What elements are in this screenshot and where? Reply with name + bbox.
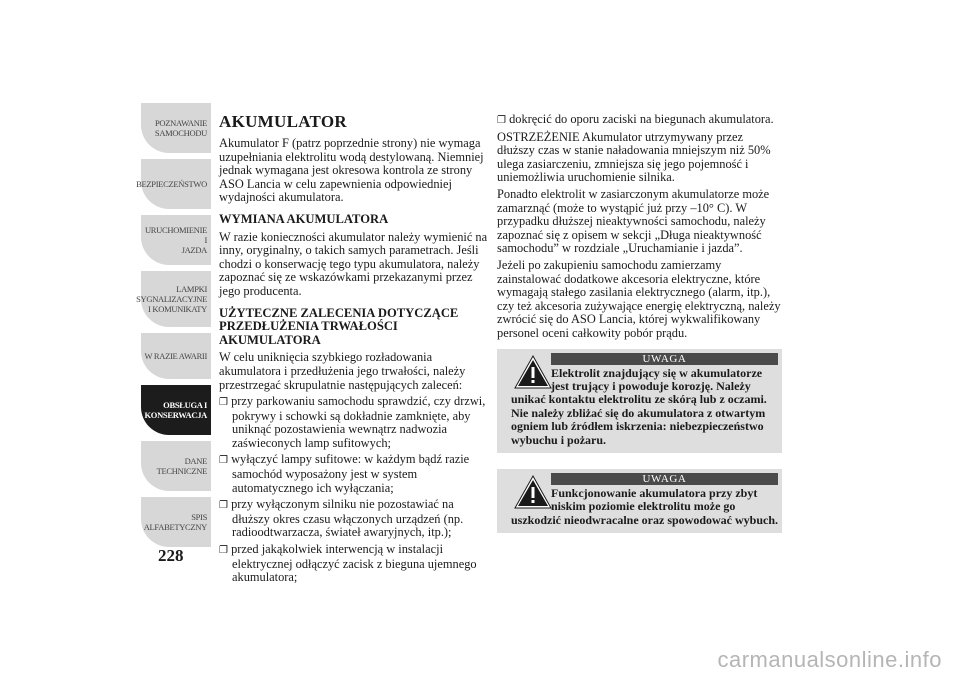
warning-box xyxy=(497,349,782,453)
caution-paragraph: OSTRZEŻENIE Akumulator utrzymywany przez dłuższy czas w stanie naładowania mniejszym niż 50% ulega zasiarczeniu, zmniejsza się jego pojemność i uniemożliwia uruchomienie silnika. xyxy=(497,129,771,185)
tab-spis-alfabetyczny[interactable]: SPIS ALFABETYCZNY xyxy=(141,497,211,547)
warning-triangle-icon xyxy=(513,354,553,390)
right-column xyxy=(497,113,782,533)
warning-triangle-icon xyxy=(513,474,553,510)
list-item: ❐ przed jakąkolwiek interwencją w instalacji elektrycznej odłączyć zacisk z bieguna ujemnego akumulatora; xyxy=(219,542,477,585)
warning-heading: UWAGA xyxy=(551,473,778,485)
list-item: ❐ przy wyłączonym silniku nie pozostawiać na dłuższy okres czasu włączonych urządzeń (np. radioodtwarzacza, świateł awaryjnych, itp.); xyxy=(219,497,464,540)
section-title: AKUMULATOR xyxy=(219,112,347,131)
left-column xyxy=(219,113,491,588)
warning-heading: UWAGA xyxy=(551,353,778,365)
warning-text: Elektrolit znajdujący się w akumulatorze jest trujący i powoduje korozję. Należy unikać kontaktu elektrolitu ze skórą lub z oczami. Nie należy zbliżać się do akumulatora z otwartym ogniem lub źródłem iskrzenia: niebezpieczeństwo wybuchu i pożaru. xyxy=(511,365,767,447)
list-item: ❐ dokręcić do oporu zaciski na biegunach akumulatora. xyxy=(497,112,774,126)
tab-lampki-sygnalizacyjne[interactable]: LAMPKI SYGNALIZACYJNE I KOMUNIKATY xyxy=(141,271,211,327)
watermark: carmanualsonline.info xyxy=(717,647,942,672)
list-item: ❐ wyłączyć lampy sufitowe: w każdym bądź razie samochód wyposażony jest w system automatycznego ich wyłączania; xyxy=(219,452,470,495)
replace-paragraph: W razie konieczności akumulator należy wymienić na inny, oryginalny, o takich samych parametrach. Jeśli chodzi o konserwację tego typu akumulatora, należy zapoznać się ze wskazówkami przekazanymi przez jego producenta. xyxy=(219,229,488,298)
checkbox-bullet-icon: ❐ xyxy=(219,397,228,409)
warning-box xyxy=(497,469,782,533)
page-number: 228 xyxy=(158,546,184,565)
accessories-paragraph: Jeżeli po zakupieniu samochodu zamierzamy zainstalować dodatkowe akcesoria elektryczne, które wymagają stałego zasilania elektrycznego (alarm, itp.), czy też akcesoria zużywające energię elektryczną, należy zwrócić się do ASO Lancia, której wykwalifikowany personel oceni całkowity pobór prądu. xyxy=(497,257,781,340)
intro-paragraph: Akumulator F (patrz poprzednie strony) nie wymaga uzupełniania elektrolitu wodą destylowaną. Niemniej jednak wymagana jest okresowa kontrola ze strony ASO Lancia w celu zapewnienia odpowiedniej wydajności akumulatora. xyxy=(219,136,484,205)
tab-bezpieczenstwo[interactable]: BEZPIECZEŃSTWO xyxy=(141,159,211,209)
tab-obsluga-konserwacja[interactable]: OBSŁUGA I KONSERWACJA xyxy=(141,385,211,435)
tab-poznawanie-samochodu[interactable]: POZNAWANIE SAMOCHODU xyxy=(141,103,211,153)
checkbox-bullet-icon: ❐ xyxy=(219,545,228,557)
checkbox-bullet-icon: ❐ xyxy=(497,115,506,126)
tab-uruchomienie-jazda[interactable]: URUCHOMIENIE I JAZDA xyxy=(141,215,211,265)
tips-heading: UŻYTECZNE ZALECENIA DOTYCZĄCE PRZEDŁUŻENIA TRWAŁOŚCI AKUMULATORA xyxy=(219,305,459,347)
list-item: ❐ przy parkowaniu samochodu sprawdzić, czy drzwi, pokrywy i schowki są dokładnie zamknięte, aby uniknąć pozostawienia wewnątrz nadwozia zaświeconych lamp sufitowych; xyxy=(219,394,486,450)
tips-paragraph: W celu uniknięcia szybkiego rozładowania akumulatora i przedłużenia jego trwałości, należy przestrzegać skrupulatnie następujących zaleceń: xyxy=(219,350,466,392)
checkbox-bullet-icon: ❐ xyxy=(219,500,228,512)
checkbox-bullet-icon: ❐ xyxy=(219,455,228,467)
tab-w-razie-awarii[interactable]: W RAZIE AWARII xyxy=(141,333,211,379)
freeze-paragraph: Ponadto elektrolit w zasiarczonym akumulatorze może zamarznąć (może to wystąpić już przy –10° C). W przypadku dłuższej nieaktywności samochodu, należy zapoznać się z opisem w sekcji „Długa nieaktywność samochodu” w rozdziale „Uruchamianie i jazda”. xyxy=(497,186,770,256)
tab-dane-techniczne[interactable]: DANE TECHNICZNE xyxy=(141,441,211,491)
warning-text: Funkcjonowanie akumulatora przy zbyt niskim poziomie elektrolitu może go uszkodzić nieodwracalne oraz spowodować wybuch. xyxy=(511,485,779,527)
replace-heading: WYMIANA AKUMULATORA xyxy=(219,211,389,226)
